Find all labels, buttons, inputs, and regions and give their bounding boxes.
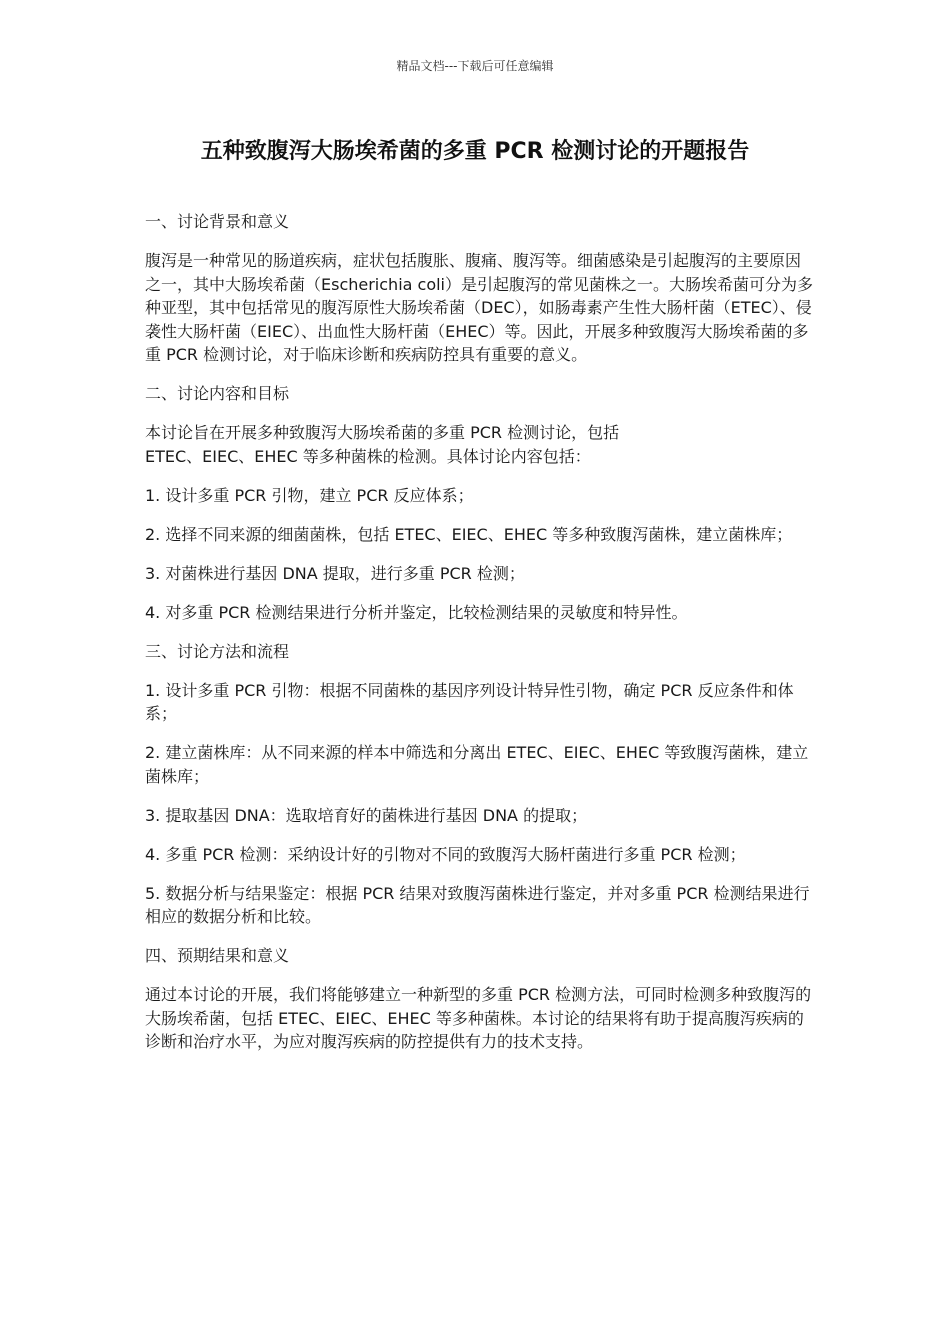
document-title: 五种致腹泻大肠埃希菌的多重 PCR 检测讨论的开题报告 bbox=[200, 139, 750, 164]
section-2-heading: 二、讨论内容和目标 bbox=[145, 384, 290, 403]
section-3-item-1: 1. 设计多重 PCR 引物：根据不同菌株的基因序列设计特异性引物，确定 PCR 反应条件和体系； bbox=[145, 680, 794, 723]
section-3-item-2: 2. 建立菌株库：从不同来源的样本中筛选和分离出 ETEC、EIEC、EHEC 等致腹泻菌株，建立菌株库； bbox=[145, 743, 809, 786]
section-2-item-1: 1. 设计多重 PCR 引物，建立 PCR 反应体系； bbox=[145, 485, 474, 505]
section-3-heading: 三、讨论方法和流程 bbox=[145, 641, 290, 661]
section-2-intro-line-1: 本讨论旨在开展多种致腹泻大肠埃希菌的多重 PCR 检测讨论，包括 bbox=[145, 423, 620, 442]
section-3-item-5: 5. 数据分析与结果鉴定：根据 PCR 结果对致腹泻菌株进行鉴定，并对多重 PCR 检测结果进行相应的数据分析和比较。 bbox=[145, 883, 810, 926]
section-4-paragraph: 通过本讨论的开展，我们将能够建立一种新型的多重 PCR 检测方法，可同时检测多种致腹泻的大肠埃希菌，包括 ETEC、EIEC、EHEC 等多种菌株。本讨论的结果将有助于提高腹泻疾病的诊断和治疗水平，为应对腹泻疾病的防控提供有力的技术支持。 bbox=[145, 985, 812, 1051]
section-2-item-3: 3. 对菌株进行基因 DNA 提取，进行多重 PCR 检测； bbox=[145, 563, 525, 583]
section-4-heading: 四、预期结果和意义 bbox=[145, 946, 290, 965]
section-2-intro-line-2: ETEC、EIEC、EHEC 等多种菌株的检测。具体讨论内容包括： bbox=[145, 446, 591, 466]
section-1-paragraph: 腹泻是一种常见的肠道疾病，症状包括腹胀、腹痛、腹泻等。细菌感染是引起腹泻的主要原因之一，其中大肠埃希菌（Escherichia coli）是引起腹泻的常见菌株之一。大肠埃希菌可分为多种亚型，其中包括常见的腹泻原性大肠埃希菌（DEC），如肠毒素产生性大肠杆菌（ETEC）、侵袭性大肠杆菌（EIEC）、出血性大肠杆菌（EHEC）等。因此，开展多种致腹泻大肠埃希菌的多重 PCR 检测讨论，对于临床诊断和疾病防控具有重要的意义。 bbox=[145, 251, 814, 364]
section-2-item-2: 2. 选择不同来源的细菌菌株，包括 ETEC、EIEC、EHEC 等多种致腹泻菌株，建立菌株库； bbox=[145, 524, 793, 544]
page-header-note: 精品文档---下载后可任意编辑 bbox=[396, 59, 554, 73]
section-1-heading: 一、讨论背景和意义 bbox=[145, 212, 290, 231]
document-body bbox=[145, 210, 815, 1069]
section-3-item-4: 4. 多重 PCR 检测：采纳设计好的引物对不同的致腹泻大肠杆菌进行多重 PCR 检测； bbox=[145, 844, 746, 864]
section-3-item-3: 3. 提取基因 DNA：选取培育好的菌株进行基因 DNA 的提取； bbox=[145, 805, 588, 825]
section-2-item-4: 4. 对多重 PCR 检测结果进行分析并鉴定，比较检测结果的灵敏度和特异性。 bbox=[145, 602, 688, 622]
section-2-intro bbox=[145, 421, 815, 468]
